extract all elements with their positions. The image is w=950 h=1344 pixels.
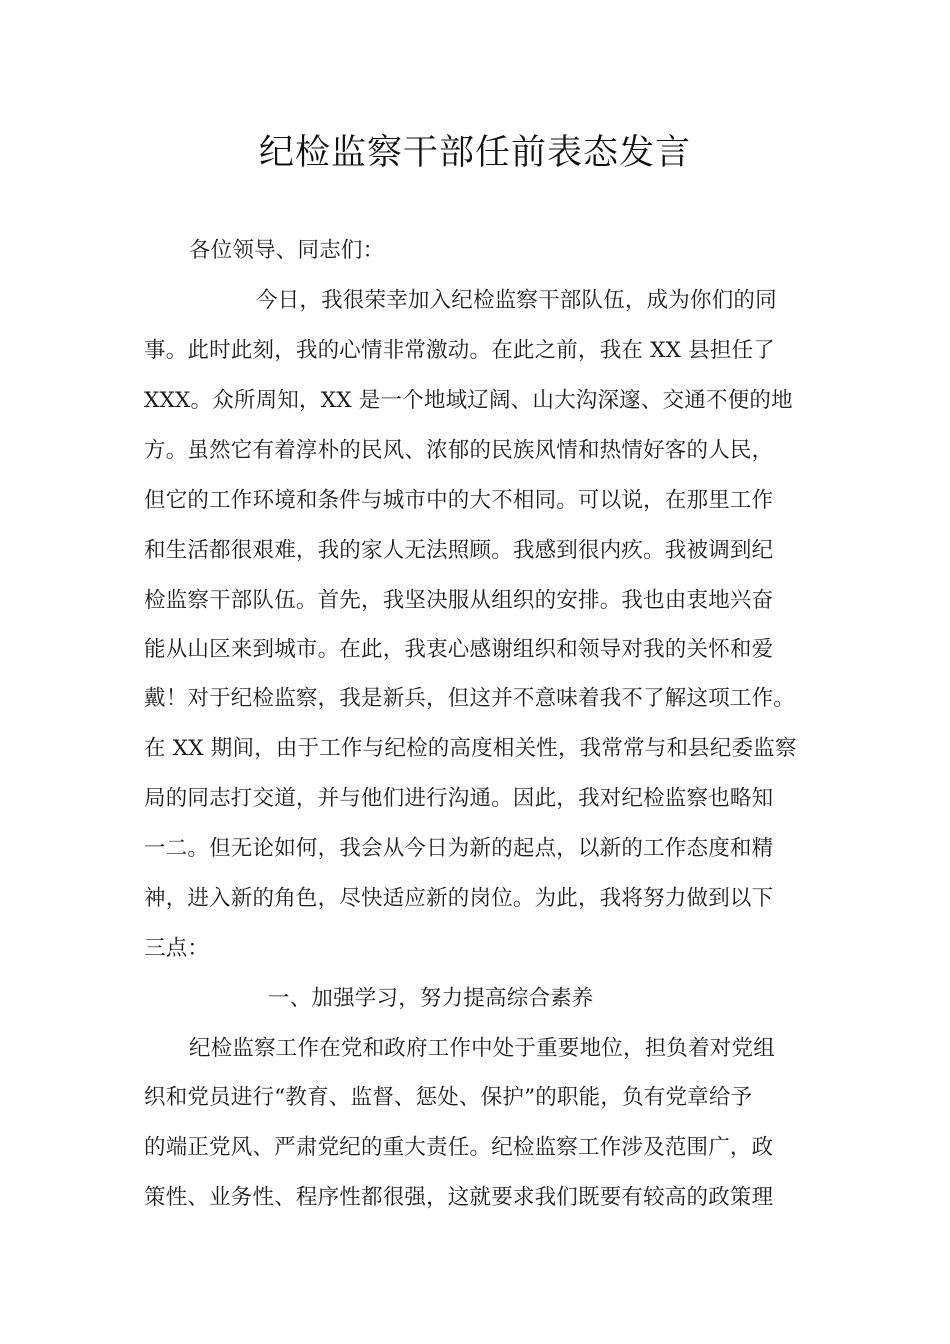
document-title: 纪检监察干部任前表态发言 xyxy=(258,133,691,173)
paragraph-line: 的端正党风、严肃党纪的重大责任。纪检监察工作涉及范围广，政 xyxy=(144,1135,774,1160)
paragraph-line: 一二。但无论如何，我会从今日为新的起点，以新的工作态度和精 xyxy=(144,836,774,861)
paragraph-line: 今日，我很荣幸加入纪检监察干部队伍，成为你们的同 xyxy=(256,288,777,313)
paragraph-line: 纪检监察工作在党和政府工作中处于重要地位，担负着对党组 xyxy=(189,1036,775,1061)
section-heading: 一、加强学习，努力提高综合素养 xyxy=(268,986,594,1011)
salutation: 各位领导、同志们： xyxy=(189,238,385,263)
paragraph-line: 局的同志打交道，并与他们进行沟通。因此，我对纪检监察也略知 xyxy=(144,786,774,811)
paragraph-line: 能从山区来到城市。在此，我衷心感谢组织和领导对我的关怀和爱 xyxy=(144,637,774,662)
paragraph-line: 三点： xyxy=(144,936,210,961)
paragraph-line: 戴！对于纪检监察，我是新兵，但这并不意味着我不了解这项工作。 xyxy=(144,686,796,711)
paragraph-line: 神，进入新的角色，尽快适应新的岗位。为此，我将努力做到以下 xyxy=(144,886,774,911)
paragraph-line: 织和党员进行“教育、监督、惩处、保护”的职能，负有党章给予 xyxy=(144,1085,753,1110)
paragraph-line: 和生活都很艰难，我的家人无法照顾。我感到很内疚。我被调到纪 xyxy=(144,538,774,563)
paragraph-line: 但它的工作环境和条件与城市中的大不相同。可以说，在那里工作 xyxy=(144,488,774,513)
paragraph-line: XXX。众所周知，XX 是一个地域辽阔、山大沟深邃、交通不便的地 xyxy=(144,388,793,413)
paragraph-line: 检监察干部队伍。首先，我坚决服从组织的安排。我也由衷地兴奋 xyxy=(144,588,774,613)
paragraph-line: 策性、业务性、程序性都很强，这就要求我们既要有较高的政策理 xyxy=(144,1185,774,1210)
paragraph-line: 事。此时此刻，我的心情非常激动。在此之前，我在 XX 县担任了 xyxy=(144,338,775,363)
paragraph-line: 方。虽然它有着淳朴的民风、浓郁的民族风情和热情好客的人民， xyxy=(144,438,774,463)
paragraph-line: 在 XX 期间，由于工作与纪检的高度相关性，我常常与和县纪委监察 xyxy=(144,736,797,761)
